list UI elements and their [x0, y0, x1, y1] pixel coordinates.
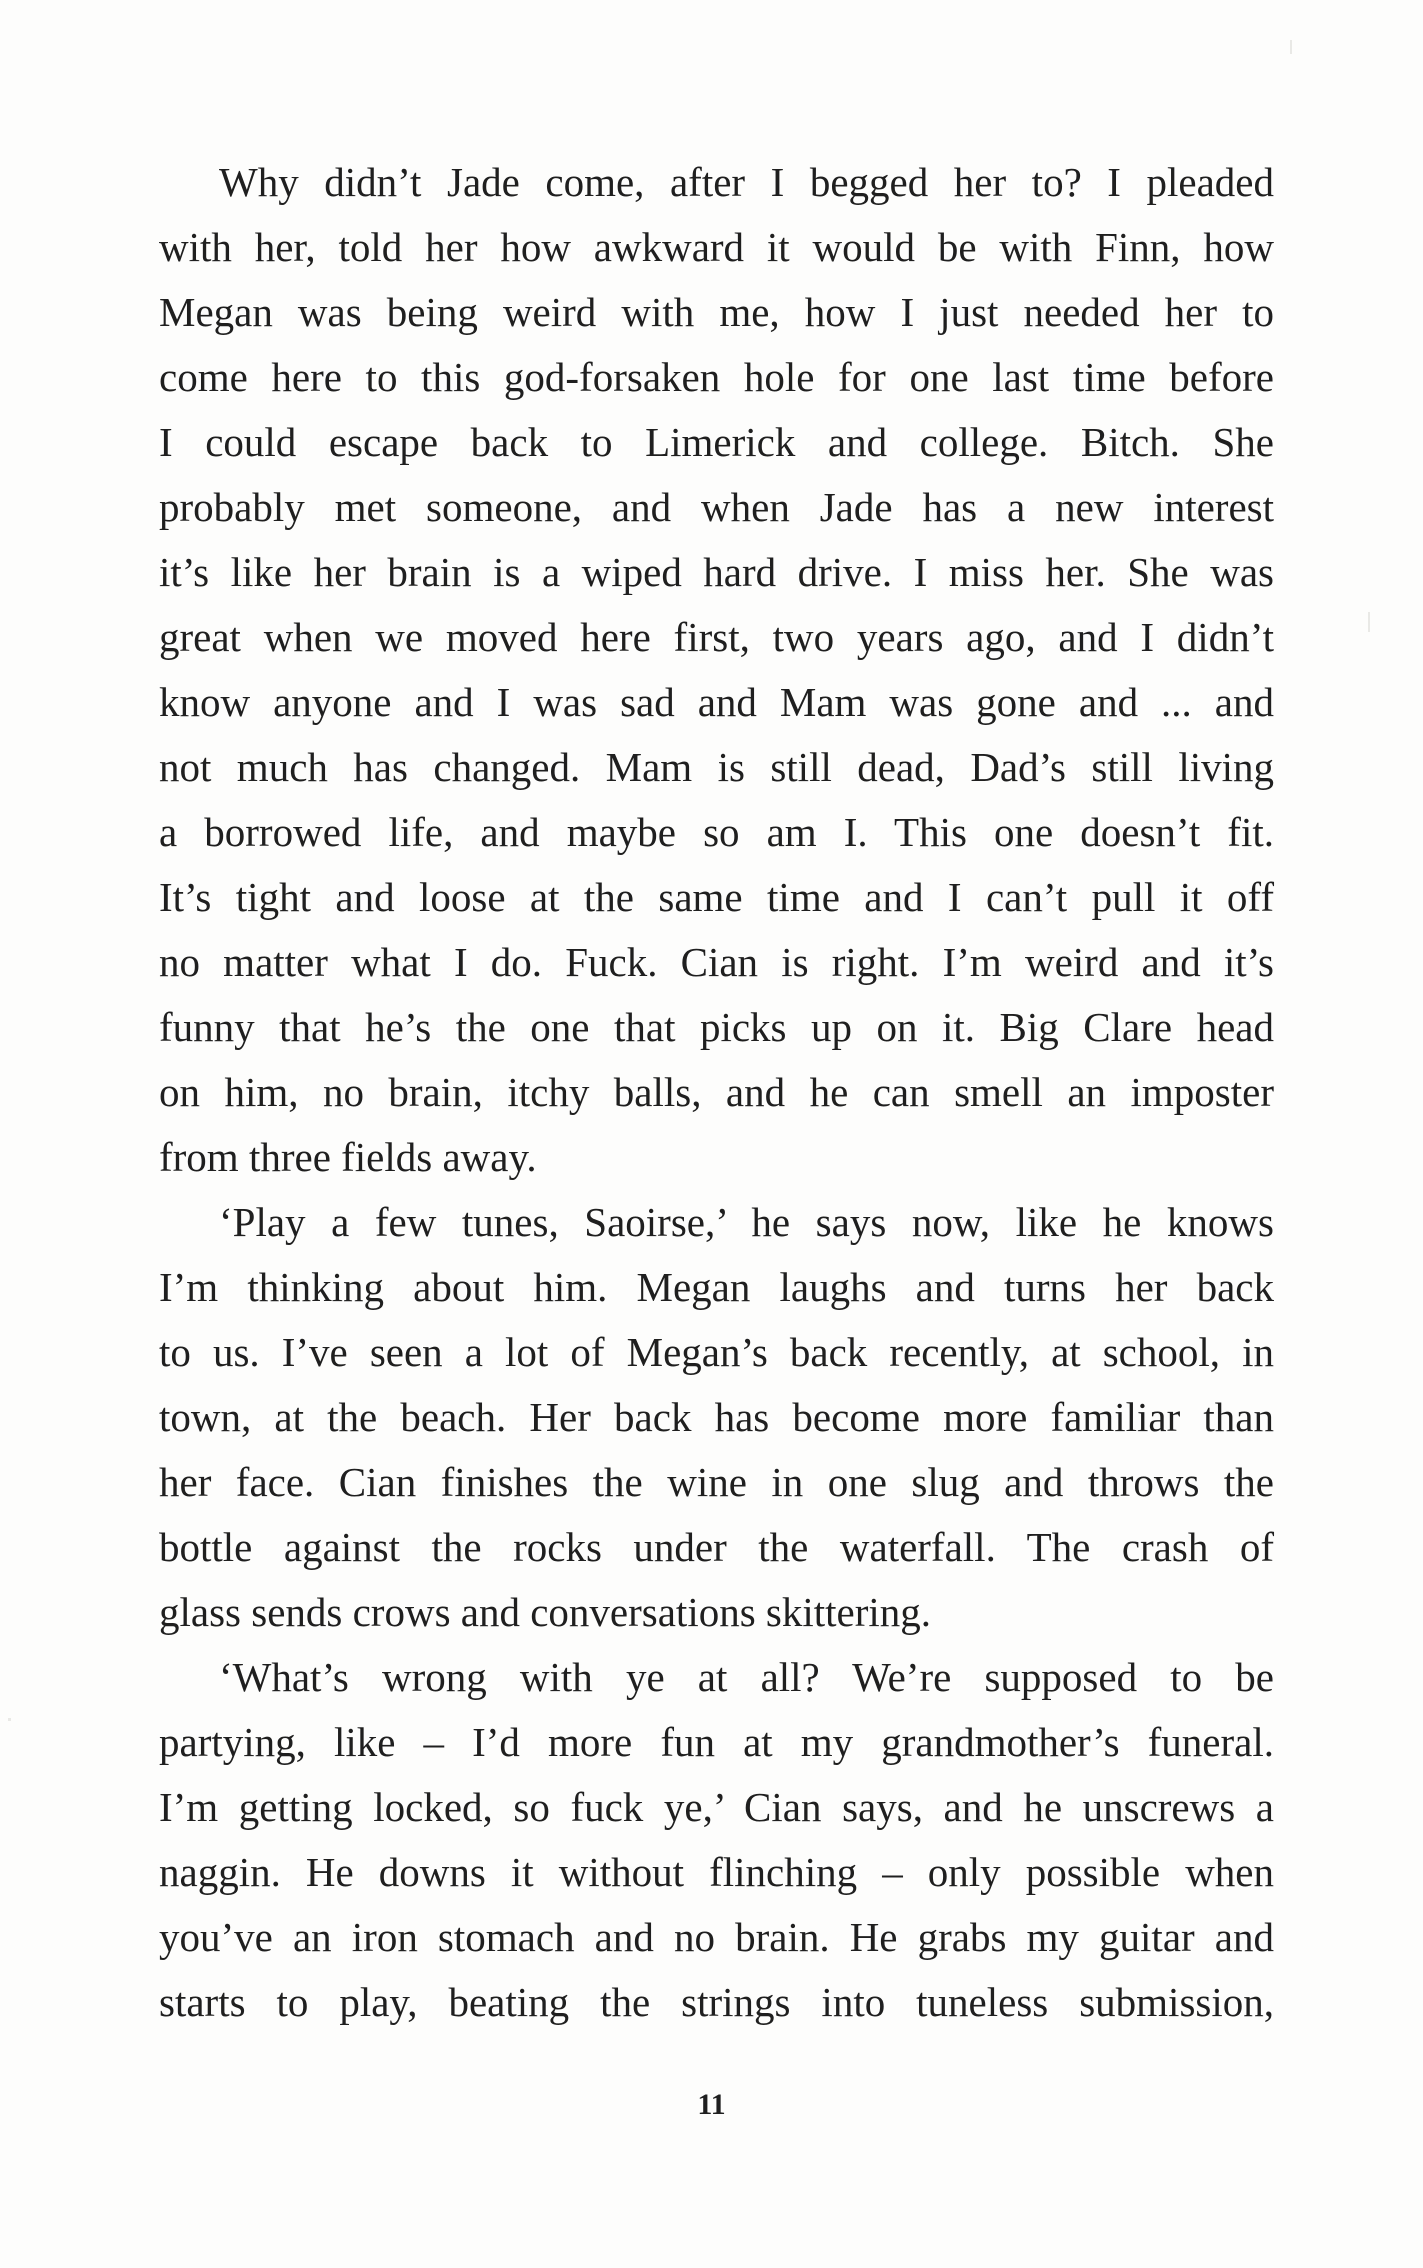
text-line: It’s tight and loose at the same time and I can’t pull it off — [159, 874, 1274, 920]
text-line: a borrowed life, and maybe so am I. This one doesn’t fit. — [159, 809, 1274, 855]
text-line: with her, told her how awkward it would be with Finn, how — [159, 224, 1274, 270]
text-line: I could escape back to Limerick and college. Bitch. She — [159, 419, 1274, 465]
text-line: Why didn’t Jade come, after I begged her to? I pleaded — [219, 159, 1274, 205]
text-line: town, at the beach. Her back has become more familiar than — [159, 1394, 1274, 1440]
text-line: ‘Play a few tunes, Saoirse,’ he says now, like he knows — [219, 1199, 1274, 1245]
text-line: partying, like – I’d more fun at my grandmother’s funeral. — [159, 1719, 1274, 1765]
text-line: come here to this god-forsaken hole for one last time before — [159, 354, 1274, 400]
text-line: from three fields away. — [159, 1134, 537, 1180]
text-line: it’s like her brain is a wiped hard drive. I miss her. She was — [159, 549, 1274, 595]
page-number: 11 — [697, 2088, 726, 2121]
text-line: no matter what I do. Fuck. Cian is right. I’m weird and it’s — [159, 939, 1274, 985]
body-text — [159, 150, 1274, 2035]
text-line: funny that he’s the one that picks up on it. Big Clare head — [159, 1004, 1274, 1050]
text-line: great when we moved here first, two years ago, and I didn’t — [159, 614, 1274, 660]
text-line: know anyone and I was sad and Mam was gone and ... and — [159, 679, 1274, 725]
paper-speck — [1290, 40, 1292, 54]
text-line: bottle against the rocks under the waterfall. The crash of — [159, 1524, 1274, 1570]
text-line: ‘What’s wrong with ye at all? We’re supposed to be — [219, 1654, 1274, 1700]
text-line: not much has changed. Mam is still dead, Dad’s still living — [159, 744, 1274, 790]
text-line: her face. Cian finishes the wine in one slug and throws the — [159, 1459, 1274, 1505]
text-line: probably met someone, and when Jade has a new interest — [159, 484, 1274, 530]
text-line: on him, no brain, itchy balls, and he can smell an imposter — [159, 1069, 1274, 1115]
text-line: you’ve an iron stomach and no brain. He grabs my guitar and — [159, 1914, 1274, 1960]
paper-speck — [1368, 612, 1370, 632]
text-line: I’m getting locked, so fuck ye,’ Cian says, and he unscrews a — [159, 1784, 1274, 1830]
text-line: I’m thinking about him. Megan laughs and turns her back — [159, 1264, 1274, 1310]
text-line: Megan was being weird with me, how I just needed her to — [159, 289, 1274, 335]
text-line: starts to play, beating the strings into tuneless submission, — [159, 1979, 1274, 2025]
paper-speck — [8, 1718, 11, 1721]
text-line: to us. I’ve seen a lot of Megan’s back recently, at school, in — [159, 1329, 1274, 1375]
text-line: glass sends crows and conversations skittering. — [159, 1589, 932, 1635]
text-line: naggin. He downs it without flinching – only possible when — [159, 1849, 1274, 1895]
